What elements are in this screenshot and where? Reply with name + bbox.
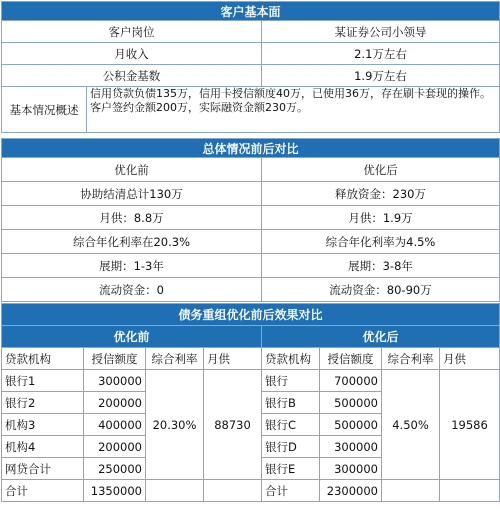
before-cell: 流动资金：0	[2, 278, 262, 302]
customer-basics-table	[1, 1, 500, 133]
before-inst: 机构4	[2, 436, 84, 458]
before-inst: 银行1	[2, 370, 84, 392]
after-inst: 银行B	[262, 392, 320, 414]
before-inst: 银行2	[2, 392, 84, 414]
after-monthly: 19586	[440, 370, 500, 480]
row-label: 月收入	[2, 43, 262, 65]
col-header-inst: 贷款机构	[2, 348, 84, 370]
empty-cell	[382, 480, 440, 502]
after-amount: 300000	[320, 458, 382, 480]
after-amount: 300000	[320, 436, 382, 458]
col-header-rate: 综合利率	[146, 348, 204, 370]
before-cell: 协助结清总计130万	[2, 182, 262, 206]
after-total-label: 合计	[262, 480, 320, 502]
after-total: 2300000	[320, 480, 382, 502]
before-monthly: 88730	[204, 370, 262, 480]
after-inst: 银行D	[262, 436, 320, 458]
before-total: 1350000	[84, 480, 146, 502]
after-inst: 银行	[262, 370, 320, 392]
row-value: 某证券公司小领导	[262, 21, 500, 43]
row-label: 公积金基数	[2, 65, 262, 87]
after-label: 优化后	[262, 326, 500, 348]
debt-restructure-table	[1, 303, 500, 502]
before-amount: 400000	[84, 414, 146, 436]
col-header-monthly: 月供	[204, 348, 262, 370]
after-inst: 银行E	[262, 458, 320, 480]
after-rate: 4.50%	[382, 370, 440, 480]
empty-cell	[204, 480, 262, 502]
col-header-amount: 授信额度	[320, 348, 382, 370]
before-rate: 20.30%	[146, 370, 204, 480]
before-cell: 综合年化利率在20.3%	[2, 230, 262, 254]
before-inst: 网贷合计	[2, 458, 84, 480]
empty-cell	[440, 480, 500, 502]
col-header-rate: 综合利率	[382, 348, 440, 370]
section-title-restructure: 债务重组优化前后效果对比	[2, 304, 500, 326]
col-header-inst: 贷款机构	[262, 348, 320, 370]
before-label: 优化前	[2, 326, 262, 348]
after-cell: 展期：3-8年	[262, 254, 500, 278]
overall-comparison-table	[1, 138, 500, 302]
before-cell: 月供：8.8万	[2, 206, 262, 230]
section-title-basics: 客户基本面	[2, 2, 500, 21]
after-cell: 月供：1.9万	[262, 206, 500, 230]
after-cell: 综合年化利率为4.5%	[262, 230, 500, 254]
row-label: 客户岗位	[2, 21, 262, 43]
before-amount: 200000	[84, 392, 146, 414]
after-amount: 500000	[320, 414, 382, 436]
row-value: 2.1万左右	[262, 43, 500, 65]
after-cell: 释放资金：230万	[262, 182, 500, 206]
header-after: 优化后	[262, 158, 500, 182]
before-amount: 200000	[84, 436, 146, 458]
row-value: 1.9万左右	[262, 65, 500, 87]
header-before: 优化前	[2, 158, 262, 182]
col-header-amount: 授信额度	[84, 348, 146, 370]
after-amount: 500000	[320, 392, 382, 414]
before-amount: 300000	[84, 370, 146, 392]
before-total-label: 合计	[2, 480, 84, 502]
before-amount: 250000	[84, 458, 146, 480]
empty-cell	[146, 480, 204, 502]
after-inst: 银行C	[262, 414, 320, 436]
section-title-overall: 总体情况前后对比	[2, 139, 500, 158]
after-amount: 700000	[320, 370, 382, 392]
before-cell: 展期：1-3年	[2, 254, 262, 278]
col-header-monthly: 月供	[440, 348, 500, 370]
overview-text: 信用贷款负债135万，信用卡授信额度40万，已使用36万，存在刷卡套现的操作。客户签约金额200万，实际融资金额230万。	[87, 87, 500, 133]
before-inst: 机构3	[2, 414, 84, 436]
after-cell: 流动资金：80-90万	[262, 278, 500, 302]
overview-label: 基本情况概述	[2, 87, 87, 133]
